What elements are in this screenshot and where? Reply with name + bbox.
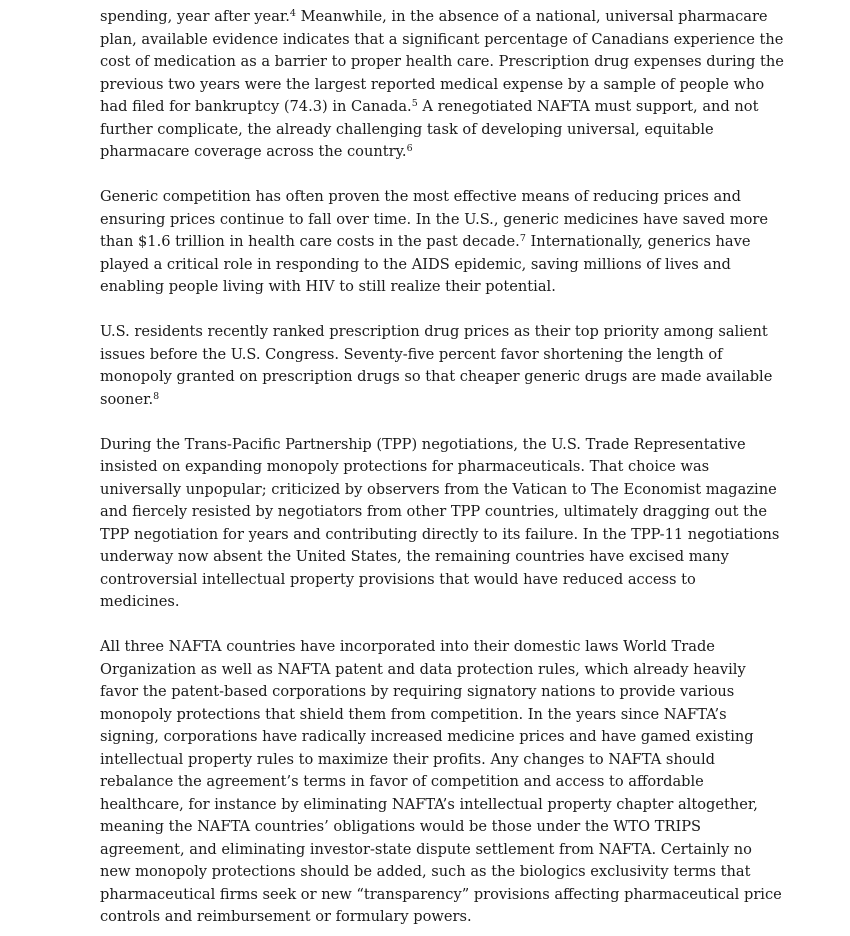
text-segment: favor the patent-based corporations by requiring signatory nations to provide various — [100, 683, 735, 700]
text-segment: ensuring prices continue to fall over time. In the U.S., generic medicines have saved more — [100, 210, 768, 228]
text-segment: issues before the U.S. Congress. Seventy-five percent favor shortening the length of — [100, 345, 723, 363]
text-segment: medicines. — [100, 593, 180, 610]
text-line — [100, 209, 768, 232]
text-segment: played a critical role in responding to the AIDS epidemic, saving millions of lives and — [100, 255, 731, 273]
text-segment: had filed for bankruptcy (74.3) in Canada. — [100, 98, 412, 115]
text-segment: Meanwhile, in the absence of a national, universal pharmacare — [295, 8, 768, 25]
text-segment: Organization as well as NAFTA patent and data protection rules, which already heavily — [100, 660, 746, 678]
text-segment: plan, available evidence indicates that a significant percentage of Canadians experience the — [100, 30, 784, 48]
text-line — [100, 501, 768, 524]
text-line — [100, 794, 760, 817]
text-segment: Internationally, generics have — [525, 233, 751, 250]
text-line — [100, 839, 760, 862]
text-segment: universally unpopular; criticized by observers from the Vatican to The Economist magazine — [100, 480, 777, 498]
text-segment: intellectual property rules to maximize their profits. Any changes to NAFTA should — [100, 750, 715, 768]
text-line — [100, 141, 760, 164]
text-line — [100, 119, 760, 142]
text-segment: cost of medication as a barrier to proper health care. Prescription drug expenses during the — [100, 53, 784, 70]
text-line — [100, 861, 760, 884]
text-line — [100, 389, 760, 412]
document-body — [100, 6, 784, 929]
footnote-marker: 5 — [411, 98, 418, 109]
text-segment: monopoly granted on prescription drugs so that cheaper generic drugs are made available — [100, 368, 773, 385]
text-segment: controversial intellectual property provisions that would have reduced access to — [100, 570, 696, 588]
text-line — [100, 479, 777, 502]
text-line — [100, 749, 760, 772]
text-line — [100, 524, 780, 547]
text-segment: previous two years were the largest reported medical expense by a sample of people who — [100, 75, 765, 93]
text-line — [100, 906, 760, 929]
text-segment: insisted on expanding monopoly protections for pharmaceuticals. That choice was — [100, 458, 710, 475]
text-line — [100, 51, 784, 74]
text-segment: U.S. residents recently ranked prescription drug prices as their top priority among salient — [100, 323, 768, 340]
text-line — [100, 884, 782, 907]
text-segment: agreement, and eliminating investor-state dispute settlement from NAFTA. Certainly no — [100, 840, 752, 858]
text-segment: rebalance the agreement’s terms in favor of competition and access to affordable — [100, 773, 704, 790]
paragraph — [100, 321, 773, 411]
text-line — [100, 726, 760, 749]
text-segment: signing, corporations have radically increased medicine prices and have gamed existing — [100, 728, 754, 745]
text-line — [100, 546, 760, 569]
text-line — [100, 96, 760, 119]
text-segment: further complicate, the already challenging task of developing universal, equitable — [100, 120, 714, 138]
text-line — [100, 231, 760, 254]
text-line — [100, 366, 773, 389]
text-segment: underway now absent the United States, the remaining countries have excised many — [100, 548, 729, 565]
text-segment: monopoly protections that shield them from competition. In the years since NAFTA’s — [100, 705, 727, 723]
text-line — [100, 816, 760, 839]
text-line — [100, 659, 760, 682]
paragraph — [100, 434, 780, 614]
text-segment: sooner. — [100, 390, 154, 408]
text-line — [100, 254, 760, 277]
footnote-marker: 6 — [406, 143, 413, 154]
text-line — [100, 591, 760, 614]
text-line — [100, 434, 760, 457]
footnote-marker: 4 — [289, 8, 296, 19]
text-line — [100, 321, 768, 344]
text-line — [100, 6, 768, 29]
paragraph — [100, 636, 782, 929]
text-line — [100, 276, 760, 299]
text-line — [100, 771, 760, 794]
text-segment: pharmacare coverage across the country. — [100, 143, 407, 160]
text-segment: meaning the NAFTA countries’ obligations would be those under the WTO TRIPS — [100, 818, 702, 835]
text-segment: All three NAFTA countries have incorporated into their domestic laws World Trade — [100, 638, 715, 655]
text-segment: TPP negotiation for years and contributing directly to its failure. In the TPP-11 negotiations — [100, 525, 780, 543]
text-segment: controls and reimbursement or formulary powers. — [100, 908, 472, 925]
text-line — [100, 74, 765, 97]
text-segment: and fiercely resisted by negotiators from other TPP countries, ultimately dragging out the — [100, 503, 768, 520]
text-segment: pharmaceutical firms seek or new “transparency” provisions affecting pharmaceutical price — [100, 885, 782, 903]
text-segment: healthcare, for instance by eliminating NAFTA’s intellectual property chapter altogether, — [100, 795, 758, 813]
text-segment: Generic competition has often proven the most effective means of reducing prices and — [100, 188, 741, 205]
text-line — [100, 186, 760, 209]
text-line — [100, 29, 784, 52]
text-line — [100, 636, 760, 659]
footnote-marker: 8 — [153, 390, 160, 402]
paragraph — [100, 6, 784, 164]
text-line — [100, 344, 760, 367]
paragraph — [100, 186, 768, 299]
text-segment: A renegotiated NAFTA must support, and not — [417, 98, 759, 115]
text-line — [100, 456, 760, 479]
text-line — [100, 704, 760, 727]
text-segment: new monopoly protections should be added, such as the biologics exclusivity terms that — [100, 863, 751, 880]
footnote-marker: 7 — [519, 233, 526, 244]
text-segment: than $1.6 trillion in health care costs in the past decade. — [100, 233, 520, 250]
text-line — [100, 681, 760, 704]
text-segment: spending, year after year. — [100, 8, 290, 25]
text-segment: During the Trans-Pacific Partnership (TPP) negotiations, the U.S. Trade Representative — [100, 435, 746, 453]
text-segment: enabling people living with HIV to still realize their potential. — [100, 278, 556, 295]
text-line — [100, 569, 760, 592]
